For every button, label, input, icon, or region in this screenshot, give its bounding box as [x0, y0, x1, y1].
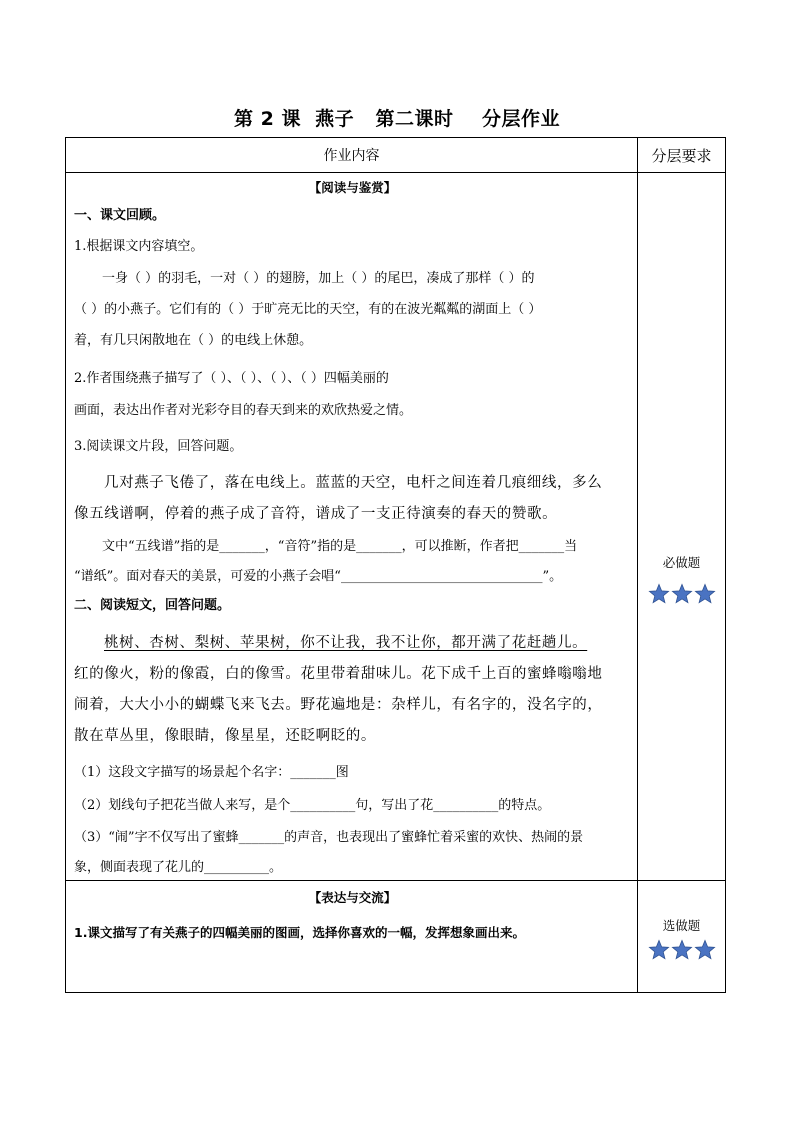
passage2-line3: 闹着，大大小小的蝴蝶飞来飞去。野花遍地是：杂样儿，有名字的，没名字的， — [74, 697, 603, 713]
passage2-line1 — [104, 633, 631, 653]
section2-content — [66, 881, 638, 993]
passage2-line4: 散在草丛里，像眼睛，像星星，还眨啊眨的。 — [74, 728, 376, 744]
q3-question2: “谱纸”。面对春天的美景，可爱的小燕子会唱“_______________________________”。 — [74, 569, 563, 584]
star-icon — [648, 583, 670, 605]
star-icon — [671, 939, 693, 961]
section2-heading: 【表达与交流】 — [308, 890, 397, 905]
section2-level — [638, 881, 726, 993]
section2-q1: 1.课文描写了有关燕子的四幅美丽的图画，选择你喜欢的一幅，发挥想象画出来。 — [74, 925, 525, 940]
p2-question2: （2）划线句子把花当做人来写，是个__________句，写出了花__________的特点。 — [74, 798, 551, 813]
q1-line1: 一身（ ）的羽毛，一对（ ）的翅膀，加上（ ）的尾巴，凑成了那样（ ）的 — [102, 271, 535, 286]
q2-line2: 画面，表达出作者对光彩夺目的春天到来的欢欣热爱之情。 — [74, 403, 413, 418]
header-level: 分层要求 — [638, 138, 726, 173]
q2-line1: 2.作者围绕燕子描写了（ ）、（ ）、（ ）、（ ）四幅美丽的 — [74, 371, 389, 386]
part2-title: 二、阅读短文，回答问题。 — [74, 598, 231, 613]
section2-stars — [638, 939, 725, 961]
page-title: 第 2 课 燕子 第二课时 分层作业 — [234, 108, 560, 130]
q3-passage-line2: 像五线谱啊，停着的燕子成了音符，谱成了一支正待演奏的春天的赞歌。 — [74, 506, 558, 522]
header-content: 作业内容 — [66, 138, 638, 173]
optional-label: 选做题 — [662, 918, 701, 933]
table-header-row — [66, 138, 726, 173]
p2-question3-line1: （3）“闹”字不仅写出了蜜蜂_______的声音，也表现出了蜜蜂忙着采蜜的欢快、热闹的景 — [74, 830, 584, 845]
section1-row — [66, 173, 726, 881]
q1-line2: （ ）的小燕子。它们有的（ ）于旷亮无比的天空，有的在波光粼粼的湖面上（ ） — [74, 302, 542, 317]
q3-passage-line1: 几对燕子飞倦了，落在电线上。蓝蓝的天空，电杆之间连着几痕细线，多么 — [104, 475, 603, 491]
star-icon — [694, 583, 716, 605]
underlined-sentence: 桃树、杏树、梨树、苹果树，你不让我，我不让你，都开满了花赶趟儿。 — [104, 635, 588, 651]
p2-question3-line2: 象，侧面表现了花儿的__________。 — [74, 860, 283, 875]
q3-question1: 文中“五线谱”指的是_______，“音符”指的是_______，可以推断，作者把_______当 — [102, 539, 578, 554]
star-icon — [648, 939, 670, 961]
required-label: 必做题 — [662, 555, 701, 570]
section1-content — [66, 173, 638, 881]
passage2-line2: 红的像火，粉的像霞，白的像雪。花里带着甜味儿。花下成千上百的蜜蜂嗡嗡地 — [74, 666, 603, 682]
p2-question1: （1）这段文字描写的场景起个名字：_______图 — [74, 765, 349, 780]
star-icon — [671, 583, 693, 605]
section2-row — [66, 881, 726, 993]
section1-level — [638, 173, 726, 881]
homework-table — [65, 137, 726, 993]
q3-label: 3.阅读课文片段，回答问题。 — [74, 439, 243, 454]
section1-heading: 【阅读与鉴赏】 — [308, 180, 397, 195]
q1-label: 1.根据课文内容填空。 — [74, 239, 204, 254]
part1-title: 一、课文回顾。 — [74, 208, 166, 223]
star-icon — [694, 939, 716, 961]
section1-stars — [638, 583, 725, 605]
q1-line3: 着，有几只闲散地在（ ）的电线上休憩。 — [74, 333, 313, 348]
